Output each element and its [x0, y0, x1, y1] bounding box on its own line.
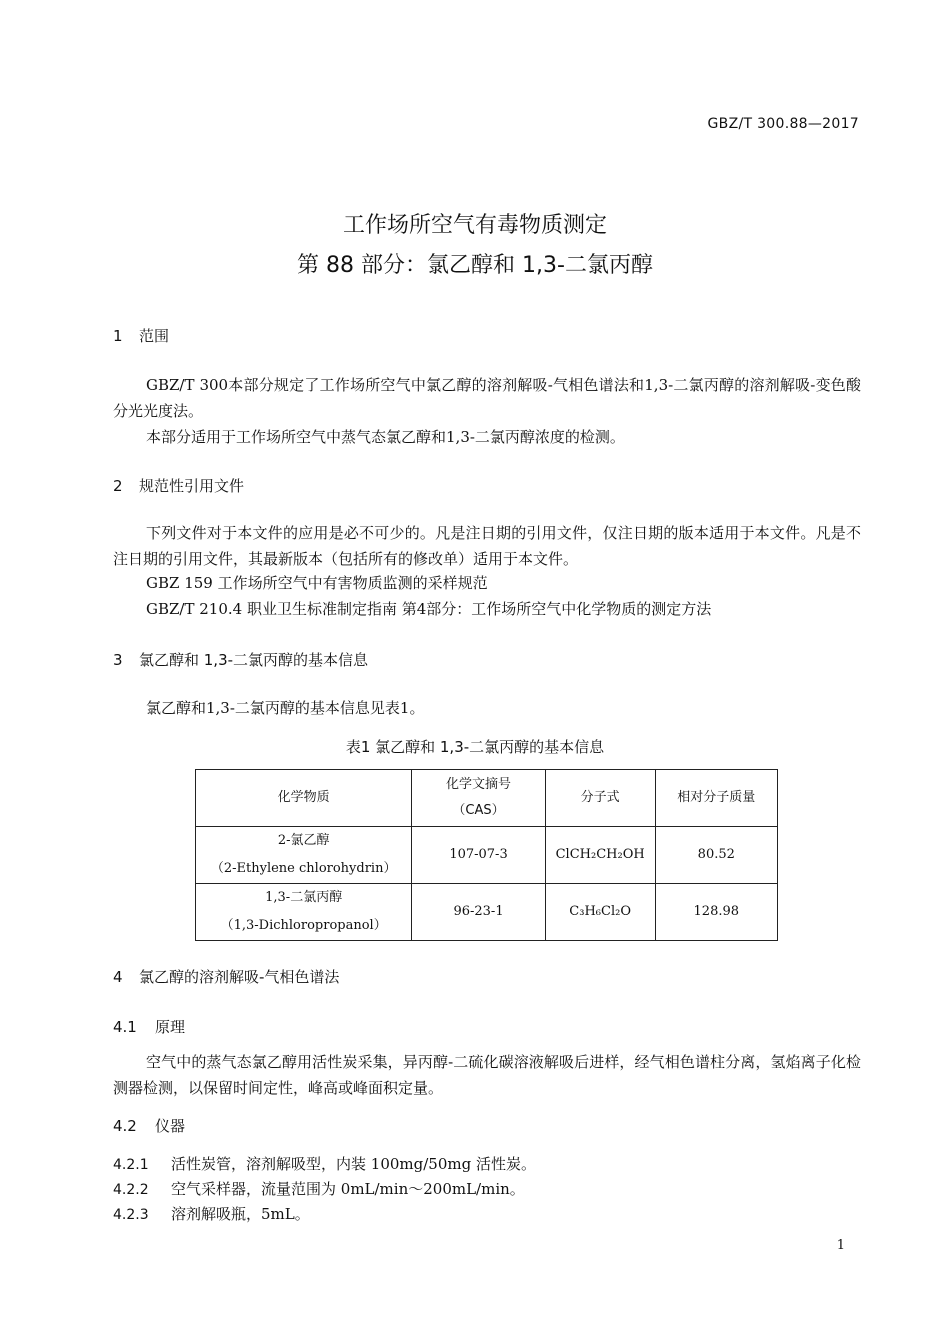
- cell-molecular-weight: 80.52: [655, 827, 777, 884]
- section-title: 氯乙醇和 1,3-二氯丙醇的基本信息: [139, 651, 369, 669]
- cell-formula: C₃H₆Cl₂O: [545, 884, 655, 941]
- document-code: GBZ/T 300.88—2017: [707, 116, 859, 132]
- cell-formula: ClCH₂CH₂OH: [545, 827, 655, 884]
- header-molecular-weight: 相对分子质量: [655, 770, 777, 827]
- section-3-heading: [113, 649, 368, 670]
- section-4-heading: [113, 966, 339, 987]
- document-title: 工作场所空气有毒物质测定: [342, 213, 607, 238]
- section-title: 范围: [139, 327, 170, 345]
- table-caption: 表1 氯乙醇和 1,3-二氯丙醇的基本信息: [345, 738, 605, 756]
- substance-name-en: （1,3-Dichloropropanol）: [220, 918, 387, 933]
- header-substance: 化学物质: [196, 770, 412, 827]
- header-cas-code: （CAS）: [452, 803, 505, 818]
- item-text: 活性炭管，溶剂解吸型，内装 100mg/50mg 活性炭。: [171, 1155, 536, 1173]
- paragraph: 氯乙醇和1,3-二氯丙醇的基本信息见表1。: [146, 699, 425, 717]
- table-header-row: [196, 770, 778, 827]
- section-number: 4.2: [113, 1117, 137, 1135]
- substance-name: 1,3-二氯丙醇: [265, 890, 343, 905]
- item-text: 溶剂解吸瓶，5mL。: [171, 1205, 310, 1223]
- reference-2: GBZ/T 210.4 职业卫生标准制定指南 第4部分：工作场所空气中化学物质的测定方法: [146, 600, 712, 618]
- section-1-heading: [113, 325, 169, 346]
- section-number: 4: [113, 968, 123, 986]
- cell-substance: [196, 827, 412, 884]
- paragraph: GBZ/T 300本部分规定了工作场所空气中氯乙醇的溶剂解吸-气相色谱法和1,3-二氯丙醇的溶剂解吸-变色酸分光光度法。: [113, 376, 861, 420]
- item-number: 4.2.3: [113, 1207, 149, 1223]
- page-number: 1: [836, 1238, 845, 1253]
- cell-substance: [196, 884, 412, 941]
- section-title: 原理: [155, 1018, 186, 1036]
- section-number: 3: [113, 651, 123, 669]
- paragraph: 本部分适用于工作场所空气中蒸气态氯乙醇和1,3-二氯丙醇浓度的检测。: [146, 428, 625, 446]
- section-2-body: [113, 520, 861, 572]
- section-number: 1: [113, 327, 123, 345]
- section-number: 4.1: [113, 1018, 137, 1036]
- document-subtitle: 第 88 部分：氯乙醇和 1,3-二氯丙醇: [297, 253, 653, 278]
- item-text: 空气采样器，流量范围为 0mL/min～200mL/min。: [171, 1180, 525, 1198]
- cell-cas: 96-23-1: [412, 884, 545, 941]
- substance-name-en: （2-Ethylene chlorohydrin）: [210, 861, 397, 876]
- info-table: [195, 769, 778, 941]
- item-number: 4.2.1: [113, 1157, 149, 1173]
- header-cas: [412, 770, 545, 827]
- table-row: [196, 884, 778, 941]
- section-title: 氯乙醇的溶剂解吸-气相色谱法: [139, 968, 340, 986]
- section-title: 规范性引用文件: [139, 477, 245, 495]
- substance-name: 2-氯乙醇: [277, 833, 330, 848]
- list-item: [113, 1178, 525, 1199]
- section-4-1-body: [113, 1049, 861, 1101]
- section-4-1-heading: [113, 1016, 185, 1037]
- section-1-body: [113, 372, 861, 450]
- section-4-2-heading: [113, 1115, 185, 1136]
- cell-cas: 107-07-3: [412, 827, 545, 884]
- item-number: 4.2.2: [113, 1182, 149, 1198]
- list-item: [113, 1153, 536, 1174]
- paragraph: 下列文件对于本文件的应用是必不可少的。凡是注日期的引用文件，仅注日期的版本适用于本文件。凡是不注日期的引用文件，其最新版本（包括所有的修改单）适用于本文件。: [113, 524, 861, 568]
- header-cas-label: 化学文摘号: [446, 777, 512, 792]
- section-number: 2: [113, 477, 123, 495]
- table-row: [196, 827, 778, 884]
- reference-1: GBZ 159 工作场所空气中有害物质监测的采样规范: [146, 574, 488, 592]
- header-formula: 分子式: [545, 770, 655, 827]
- section-title: 仪器: [155, 1117, 186, 1135]
- list-item: [113, 1203, 310, 1224]
- paragraph: 空气中的蒸气态氯乙醇用活性炭采集，异丙醇-二硫化碳溶液解吸后进样，经气相色谱柱分离，氢焰离子化检测器检测，以保留时间定性，峰高或峰面积定量。: [113, 1053, 861, 1097]
- section-2-heading: [113, 475, 244, 496]
- cell-molecular-weight: 128.98: [655, 884, 777, 941]
